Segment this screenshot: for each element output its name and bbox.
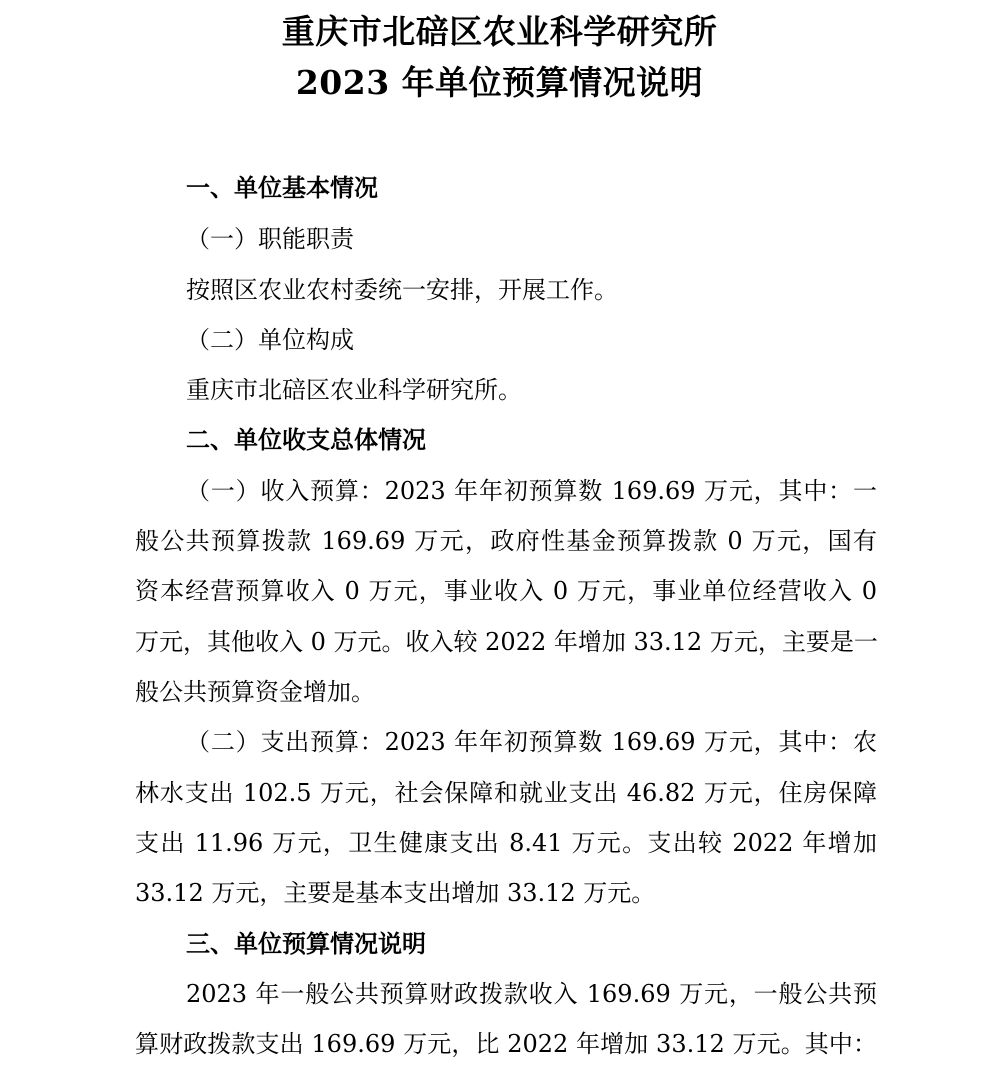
expense-paragraph-line: （二）支出预算：2023 年年初预算数 169.69 万元，其中：农	[186, 728, 877, 756]
expense-paragraph-line: 支出 11.96 万元，卫生健康支出 8.41 万元。支出较 2022 年增加	[135, 829, 877, 857]
section3-paragraph-line: 2023 年一般公共预算财政拨款收入 169.69 万元，一般公共预	[186, 980, 877, 1008]
income-paragraph-line: 般公共预算资金增加。	[135, 678, 375, 706]
section2-heading: 二、单位收支总体情况	[186, 425, 426, 454]
section3-paragraph-line: 算财政拨款支出 169.69 万元，比 2022 年增加 33.12 万元。其中：	[135, 1030, 877, 1058]
section1-sub2-text: 重庆市北碚区农业科学研究所。	[186, 376, 522, 404]
section1-sub2-heading: （二）单位构成	[186, 326, 354, 354]
section1-sub1-heading: （一）职能职责	[186, 225, 354, 253]
income-paragraph-line: 般公共预算拨款 169.69 万元，政府性基金预算拨款 0 万元，国有	[135, 527, 877, 555]
section3-heading: 三、单位预算情况说明	[186, 929, 426, 958]
document-title-line2: 2023 年单位预算情况说明	[295, 63, 704, 102]
expense-paragraph-line: 33.12 万元，主要是基本支出增加 33.12 万元。	[135, 879, 656, 907]
document-title-line1: 重庆市北碚区农业科学研究所	[281, 12, 718, 51]
expense-paragraph-line: 林水支出 102.5 万元，社会保障和就业支出 46.82 万元，住房保障	[135, 779, 877, 807]
income-paragraph-line: 万元，其他收入 0 万元。收入较 2022 年增加 33.12 万元，主要是一	[135, 628, 878, 656]
income-paragraph-line: 资本经营预算收入 0 万元，事业收入 0 万元，事业单位经营收入 0	[135, 577, 877, 605]
income-paragraph-line: （一）收入预算：2023 年年初预算数 169.69 万元，其中：一	[186, 477, 877, 505]
section1-heading: 一、单位基本情况	[186, 173, 378, 202]
section1-sub1-text: 按照区农业农村委统一安排，开展工作。	[186, 276, 618, 304]
